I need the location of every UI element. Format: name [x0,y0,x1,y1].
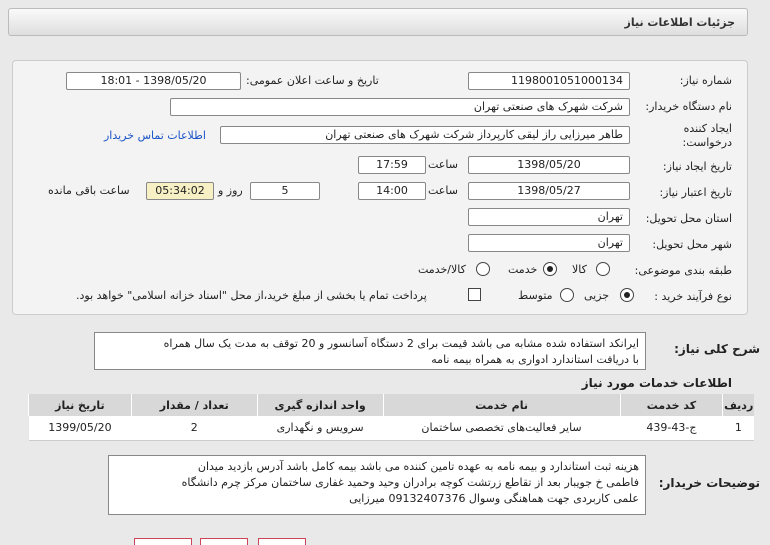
services-heading: اطلاعات خدمات مورد نیاز [581,376,732,390]
validity-label: تاریخ اعتبار نیاز: [659,186,732,199]
process-option-minor: جزیی [584,289,610,302]
cell-unit: سرویس و نگهداری [257,416,383,440]
bottom-button-right[interactable] [258,538,306,545]
treasury-payment-checkbox[interactable] [468,288,481,301]
validity-date-field: 1398/05/27 [468,182,630,200]
summary-box [94,332,646,370]
process-radio-medium[interactable] [560,288,574,302]
col-need-date: تاریخ نیاز [29,394,132,416]
summary-line-1: ایرانکد استفاده شده مشابه می باشد قیمت برای 2 دستگاه آسانسور و 20 توقف به مدت یک سال همراه [163,337,639,350]
category-option-service: خدمت [508,263,538,276]
category-option-goods: کالا [572,263,587,276]
need-number-label: شماره نیاز: [679,74,732,87]
bottom-button-left[interactable] [134,538,192,545]
cell-service-name: سایر فعالیت‌های تخصصی ساختمان [383,416,620,440]
remaining-label: ساعت باقی مانده [48,184,130,197]
col-service-name: نام خدمت [383,394,620,416]
creator-label-2: درخواست: [682,136,732,149]
services-table-header [29,394,755,416]
page-title: جزئیات اطلاعات نیاز [624,16,735,29]
col-row: ردیف [723,394,754,416]
table-row [29,416,755,440]
announce-field: 1398/05/20 - 18:01 [66,72,241,90]
cell-service-code: ج-43-439 [620,416,723,440]
buyer-notes-box [108,455,646,515]
province-label: استان محل تحویل: [645,212,732,225]
buyer-notes-label: توضیحات خریدار: [658,476,760,490]
city-field: تهران [468,234,630,252]
remaining-time-field: 05:34:02 [146,182,214,200]
process-label: نوع فرآیند خرید : [654,290,732,303]
need-number-field: 1198001051000134 [468,72,630,90]
col-service-code: کد خدمت [620,394,723,416]
created-date-field: 1398/05/20 [468,156,630,174]
city-label: شهر محل تحویل: [652,238,732,251]
category-radio-service[interactable] [543,262,557,276]
buyer-notes-line-3: علمی کاربردی جهت هماهنگی وسوال 09132407376 میرزایی [349,492,639,505]
contact-info-link[interactable]: اطلاعات تماس خریدار [104,129,206,142]
province-field: تهران [468,208,630,226]
buyer-label: نام دستگاه خریدار: [645,100,732,113]
cell-row: 1 [723,416,754,440]
cell-quantity: 2 [131,416,257,440]
bottom-button-mid[interactable] [200,538,248,545]
category-radio-goods-service[interactable] [476,262,490,276]
category-radio-goods[interactable] [596,262,610,276]
days-label: روز و [218,184,243,197]
buyer-notes-line-2: فاطمی خ جویبار بعد از تقاطع زرتشت کوچه برادران وحید وحمید غفاری ساختمان مرکز چرم دانشگاه [181,476,639,489]
services-table [28,394,754,441]
buyer-field: شرکت شهرک های صنعتی تهران [170,98,630,116]
category-label: طبقه بندی موضوعی: [634,264,732,277]
summary-line-2: با دریافت استاندارد ادواری به همراه بیمه نامه [431,353,639,366]
cell-need-date: 1399/05/20 [29,416,132,440]
col-unit: واحد اندازه گیری [257,394,383,416]
days-field: 5 [250,182,320,200]
col-quantity: تعداد / مقدار [131,394,257,416]
category-option-goods-service: کالا/خدمت [418,263,466,276]
validity-time-field: 14:00 [358,182,426,200]
created-date-label: تاریخ ایجاد نیاز: [662,160,732,173]
page-header [8,8,748,36]
creator-label-1: ایجاد کننده [683,122,732,135]
announce-label: تاریخ و ساعت اعلان عمومی: [246,74,379,87]
created-time-field: 17:59 [358,156,426,174]
treasury-payment-note: پرداخت تمام یا بخشی از مبلغ خرید،از محل "اسناد خزانه اسلامی" خواهد بود. [76,289,427,302]
summary-label: شرح کلی نیاز: [674,342,760,356]
created-time-label: ساعت [428,158,458,171]
creator-field: طاهر میرزایی راز لیقی کارپرداز شرکت شهرک های صنعتی تهران [220,126,630,144]
process-radio-minor[interactable] [620,288,634,302]
buyer-notes-line-1: هزینه ثبت استاندارد و بیمه نامه به عهده تامین کننده می باشد بیمه کامل باشد آدرس بازدید میدان [197,460,639,473]
validity-time-label: ساعت [428,184,458,197]
process-option-medium: متوسط [518,289,553,302]
